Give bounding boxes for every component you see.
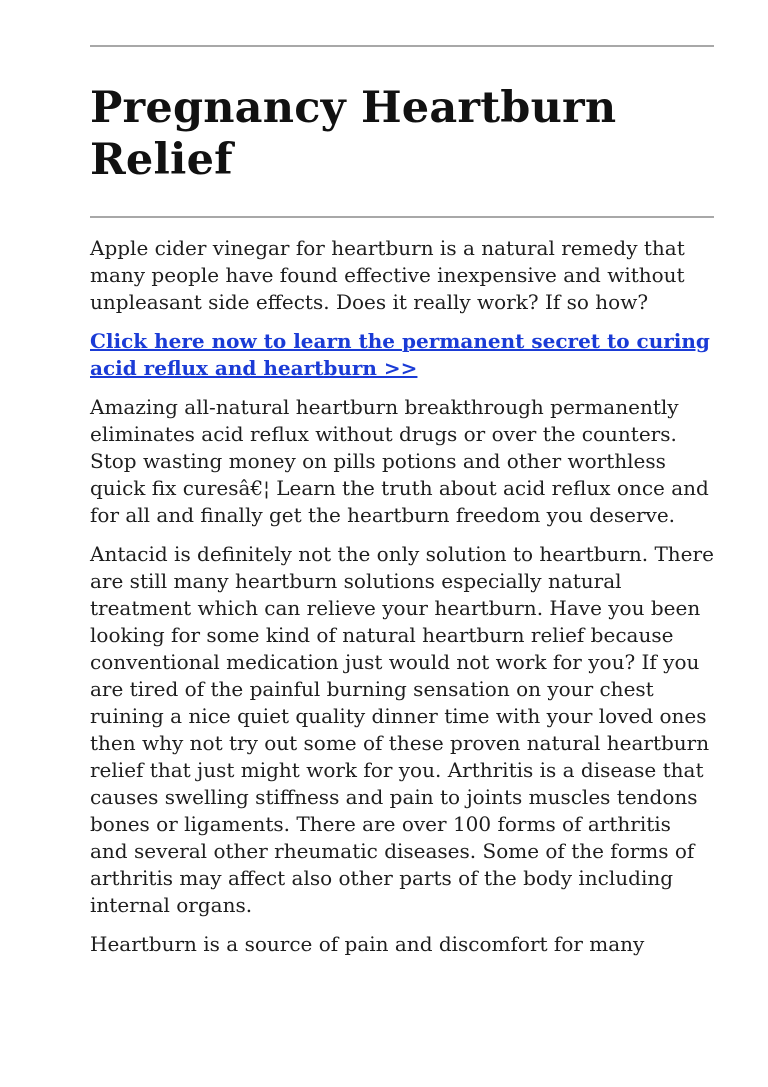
title-divider — [90, 216, 714, 218]
cta-link[interactable]: Click here now to learn the permanent secret to curing acid reflux and heartburn >> — [90, 329, 710, 380]
top-divider — [90, 45, 714, 47]
intro-paragraph: Apple cider vinegar for heartburn is a natural remedy that many people have found effective inexpensive and without unpleasant side effects. Does it really work? If so how? — [90, 236, 685, 314]
paragraph-3: Antacid is definitely not the only solution to heartburn. There are still many heartburn solutions especially natural treatment which can relieve your heartburn. Have you been looking for some kind of natural heartburn relief because conventional medication just would not work for you? If you are tired of the painful burning sensation on your chest ruining a nice quiet quality dinner time with your loved ones then why not try out some of these proven natural heartburn relief that just might work for you. Arthritis is a disease that causes swelling stiffness and pain to joints muscles tendons bones or ligaments. There are over 100 forms of arthritis and several other rheumatic diseases. Some of the forms of arthritis may affect also other parts of the body including internal organs. — [90, 542, 714, 917]
paragraph-2: Amazing all-natural heartburn breakthrough permanently eliminates acid reflux without drugs or over the counters. Stop wasting money on pills potions and other worthless quick fix curesâ€¦ Learn the truth about acid reflux once and for all and finally get the heartburn freedom you deserve. — [90, 395, 709, 527]
page-title: Pregnancy Heartburn Relief — [90, 83, 617, 185]
article-body — [90, 235, 714, 970]
paragraph-4: Heartburn is a source of pain and discomfort for many — [90, 932, 645, 956]
